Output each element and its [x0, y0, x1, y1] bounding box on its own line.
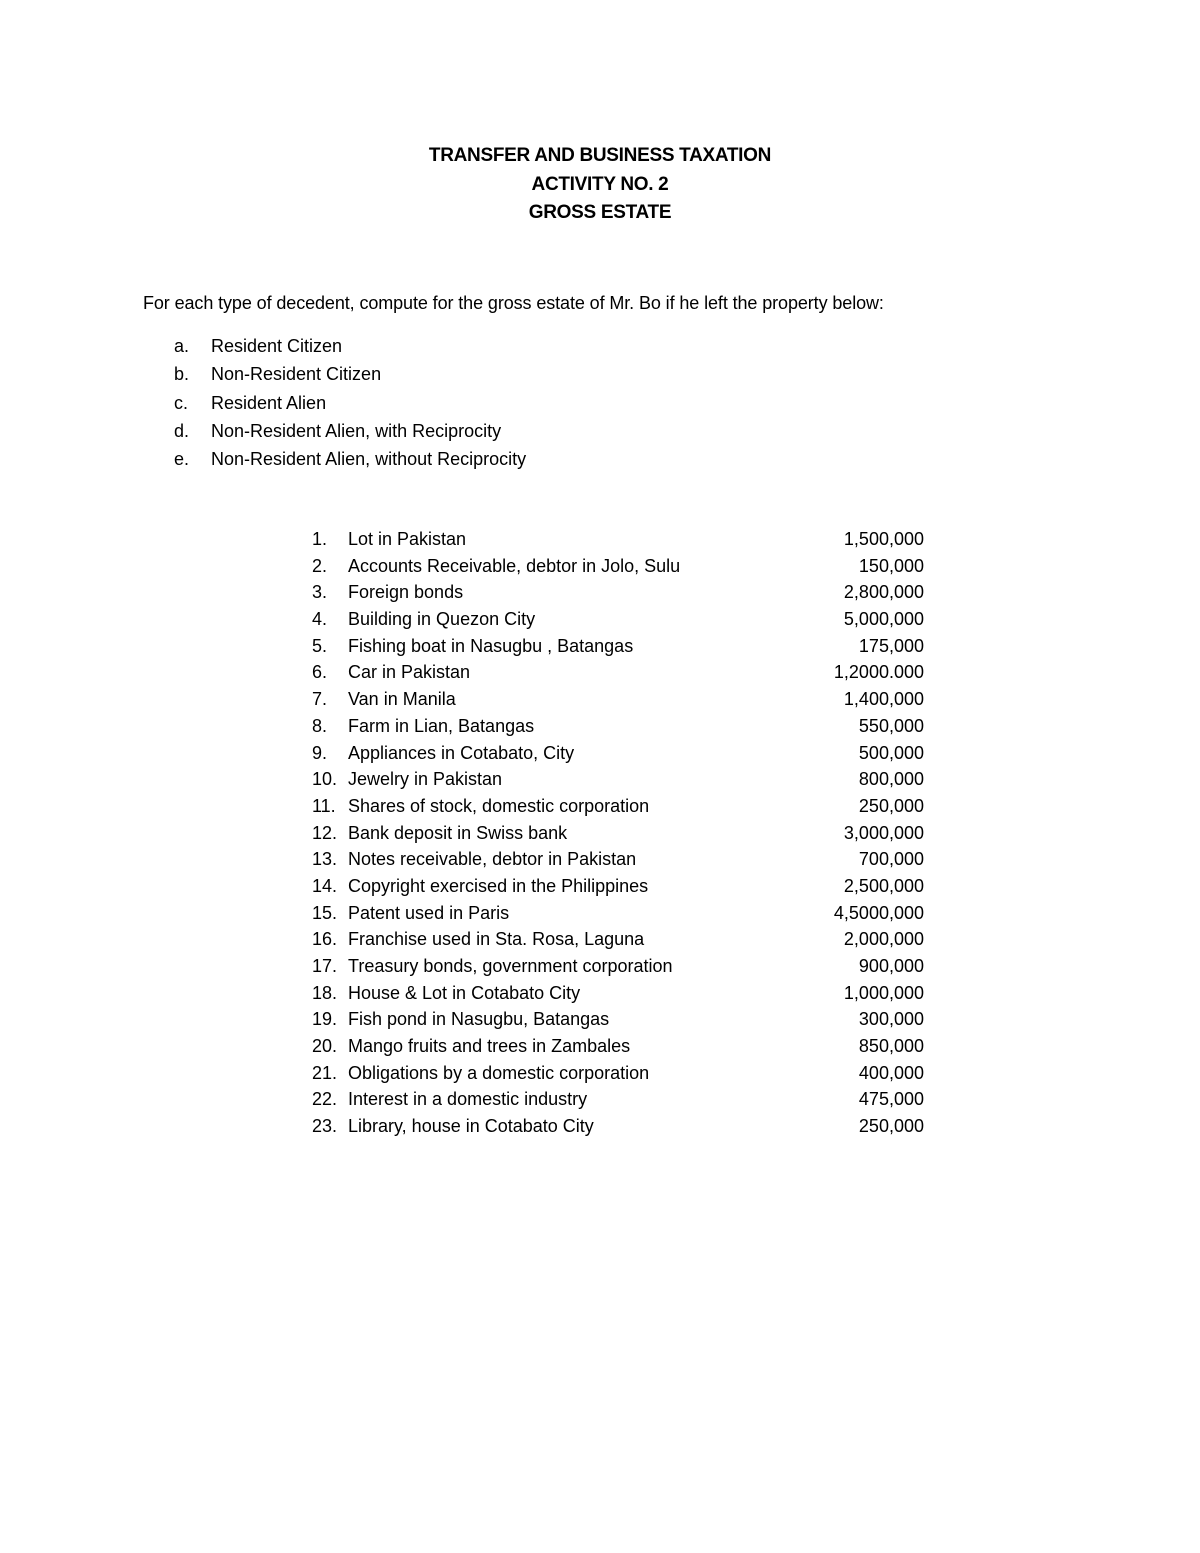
- property-row: [312, 766, 924, 793]
- property-description: Building in Quezon City: [348, 609, 536, 630]
- property-description: Fishing boat in Nasugbu , Batangas: [348, 635, 634, 656]
- property-description: Obligations by a domestic corporation: [348, 1062, 650, 1083]
- property-number: 3.: [312, 582, 328, 603]
- property-amount: 1,000,000: [843, 982, 924, 1003]
- decedent-type-label: Non-Resident Alien, without Reciprocity: [211, 449, 527, 470]
- property-number: 19.: [312, 1009, 338, 1030]
- decedent-type-letter: a.: [174, 336, 190, 356]
- instructions-text: For each type of decedent, compute for the gross estate of Mr. Bo if he left the property below:: [143, 293, 884, 313]
- property-row: [312, 579, 924, 606]
- decedent-type-label: Resident Citizen: [211, 336, 343, 356]
- property-number: 14.: [312, 875, 338, 896]
- property-row: [312, 633, 924, 660]
- property-row: [312, 820, 924, 847]
- property-description: Treasury bonds, government corporation: [348, 956, 673, 976]
- property-number: 20.: [312, 1036, 338, 1057]
- property-number: 23.: [312, 1116, 338, 1137]
- property-row: [312, 1086, 924, 1113]
- decedent-type-letter: d.: [174, 420, 190, 441]
- property-description: Patent used in Paris: [348, 902, 510, 923]
- property-amount: 475,000: [858, 1089, 924, 1110]
- activity-topic: GROSS ESTATE: [528, 202, 672, 223]
- property-number: 4.: [312, 609, 328, 630]
- property-amount: 175,000: [858, 635, 924, 656]
- property-description: Fish pond in Nasugbu, Batangas: [348, 1009, 610, 1030]
- property-amount: 500,000: [858, 742, 924, 763]
- property-description: Library, house in Cotabato City: [348, 1116, 594, 1137]
- decedent-type-item: [174, 332, 526, 360]
- property-amount: 850,000: [858, 1036, 924, 1057]
- property-number: 9.: [312, 742, 328, 763]
- property-row: [312, 553, 924, 580]
- property-number: 8.: [312, 715, 328, 736]
- property-description: Car in Pakistan: [348, 662, 471, 683]
- property-number: 21.: [312, 1062, 338, 1083]
- property-amount: 900,000: [858, 956, 924, 976]
- decedent-type-list: [174, 332, 526, 473]
- property-amount: 250,000: [858, 795, 924, 816]
- decedent-type-label: Non-Resident Alien, with Reciprocity: [211, 420, 502, 441]
- property-number: 22.: [312, 1089, 338, 1110]
- property-number: 5.: [312, 635, 328, 656]
- property-description: House & Lot in Cotabato City: [348, 982, 581, 1003]
- decedent-type-item: [174, 360, 526, 388]
- property-description: Jewelry in Pakistan: [348, 769, 503, 790]
- property-row: [312, 900, 924, 927]
- property-row: [312, 1113, 924, 1140]
- property-description: Appliances in Cotabato, City: [348, 742, 575, 763]
- property-row: [312, 659, 924, 686]
- property-description: Notes receivable, debtor in Pakistan: [348, 849, 637, 870]
- property-row: [312, 686, 924, 713]
- property-number: 11.: [312, 795, 336, 816]
- property-number: 16.: [312, 929, 338, 950]
- property-row: [312, 713, 924, 740]
- property-number: 17.: [312, 956, 338, 976]
- property-amount: 3,000,000: [843, 822, 924, 843]
- property-number: 15.: [312, 902, 338, 923]
- property-row: [312, 740, 924, 767]
- activity-number: ACTIVITY NO. 2: [531, 173, 669, 195]
- property-row: [312, 1033, 924, 1060]
- property-amount: 1,400,000: [843, 689, 924, 710]
- property-number: 13.: [312, 849, 338, 870]
- property-row: [312, 873, 924, 900]
- decedent-type-label: Resident Alien: [211, 392, 327, 413]
- property-number: 12.: [312, 822, 338, 843]
- property-amount: 550,000: [858, 715, 924, 736]
- property-row: [312, 526, 924, 553]
- property-amount: 2,500,000: [843, 875, 924, 896]
- property-number: 7.: [312, 689, 328, 710]
- property-amount: 250,000: [858, 1116, 924, 1137]
- decedent-type-item: [174, 389, 526, 417]
- property-number: 10.: [312, 769, 338, 790]
- property-row: [312, 793, 924, 820]
- property-row: [312, 953, 924, 980]
- property-number: 18.: [312, 982, 338, 1003]
- property-description: Mango fruits and trees in Zambales: [348, 1036, 631, 1057]
- property-description: Interest in a domestic industry: [348, 1089, 588, 1110]
- property-number: 6.: [312, 662, 328, 683]
- decedent-type-label: Non-Resident Citizen: [211, 364, 382, 385]
- property-amount: 800,000: [858, 769, 924, 790]
- property-description: Shares of stock, domestic corporation: [348, 795, 650, 816]
- property-row: [312, 1060, 924, 1087]
- property-description: Accounts Receivable, debtor in Jolo, Sulu: [348, 555, 681, 576]
- property-description: Franchise used in Sta. Rosa, Laguna: [348, 929, 645, 950]
- property-amount: 150,000: [858, 555, 924, 576]
- property-row: [312, 926, 924, 953]
- property-description: Farm in Lian, Batangas: [348, 715, 535, 736]
- property-row: [312, 846, 924, 873]
- decedent-type-letter: c.: [174, 392, 189, 413]
- property-row: [312, 980, 924, 1007]
- decedent-type-letter: e.: [174, 449, 190, 470]
- property-description: Copyright exercised in the Philippines: [348, 875, 649, 896]
- property-amount: 300,000: [858, 1009, 924, 1030]
- property-number: 1.: [312, 529, 328, 549]
- property-description: Bank deposit in Swiss bank: [348, 822, 568, 843]
- property-description: Lot in Pakistan: [348, 529, 467, 549]
- property-amount: 1,2000.000: [833, 662, 924, 683]
- property-row: [312, 606, 924, 633]
- property-amount: 2,000,000: [843, 929, 924, 950]
- property-description: Van in Manila: [348, 689, 456, 710]
- decedent-type-letter: b.: [174, 364, 190, 385]
- property-description: Foreign bonds: [348, 582, 464, 603]
- property-amount: 2,800,000: [843, 582, 924, 603]
- decedent-type-item: [174, 445, 526, 473]
- property-amount: 1,500,000: [843, 529, 924, 549]
- property-amount: 5,000,000: [843, 609, 924, 630]
- property-list: [312, 526, 924, 1140]
- property-amount: 4,5000,000: [833, 902, 924, 923]
- property-amount: 400,000: [858, 1062, 924, 1083]
- property-row: [312, 1006, 924, 1033]
- property-amount: 700,000: [858, 849, 924, 870]
- property-number: 2.: [312, 555, 328, 576]
- decedent-type-item: [174, 417, 526, 445]
- course-title: TRANSFER AND BUSINESS TAXATION: [428, 145, 772, 166]
- title-block: [0, 142, 1200, 228]
